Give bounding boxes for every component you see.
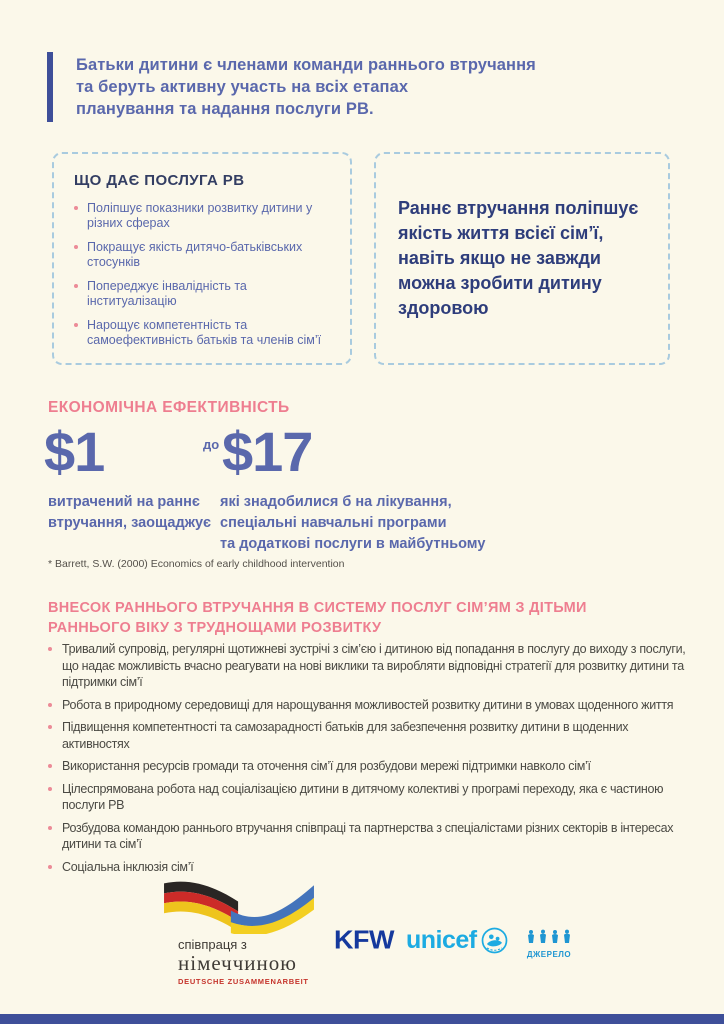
dzherelo-logo: [520, 929, 578, 959]
list-item-text: Поліпшує показники розвитку дитини у різних сферах: [87, 201, 313, 230]
list-item-text: Тривалий супровід, регулярні щотижневі зустрічі з сім’єю і дитиною від попадання в послугу до виходу з послуги, що надає можливість вчасно реагувати на нові виклики та виробляти відповідні стратегії для розвитку дитини та підтримки сім’ї: [62, 642, 686, 689]
bullet-dot: [48, 826, 52, 830]
benefits-box: [52, 152, 352, 365]
list-item: [74, 279, 330, 309]
bullet-dot: [48, 647, 52, 651]
to-label: до: [203, 437, 220, 452]
spent-caption: [48, 492, 211, 534]
bottom-accent-bar: [0, 1014, 724, 1024]
quote-line: Раннє втручання поліпшує: [398, 198, 639, 218]
amount-saved: $17: [222, 420, 313, 483]
list-item: [48, 719, 688, 752]
heading-line: РАННЬОГО ВІКУ З ТРУДНОЩАМИ РОЗВИТКУ: [48, 620, 382, 636]
list-item: [48, 820, 688, 853]
bullet-dot: [74, 206, 78, 210]
list-item: [48, 697, 688, 714]
list-item-text: Розбудова командою раннього втручання співпраці та партнерства з спеціалістами різних секторів в інтересах дитини та сім’ї: [62, 820, 674, 851]
bullet-dot: [74, 284, 78, 288]
heading-line: ВНЕСОК РАННЬОГО ВТРУЧАННЯ В СИСТЕМУ ПОСЛУГ СІМ’ЯМ З ДІТЬМИ: [48, 600, 587, 616]
dzherelo-figures-icon: [524, 929, 574, 944]
list-item-text: Використання ресурсів громади та оточення сім’ї для розбудови мережі підтримки навколо сім’ї: [62, 759, 591, 773]
page-title: [76, 54, 536, 120]
bullet-dot: [48, 787, 52, 791]
unicef-logo: [406, 926, 508, 955]
bullet-dot: [48, 764, 52, 768]
amount-spent: $1: [44, 420, 105, 483]
coop-text-top: співпраця з: [178, 937, 247, 952]
list-item-text: Попереджує інвалідність та інституалізацію: [87, 279, 247, 308]
quote-box: [374, 152, 670, 365]
section-heading-contribution: [48, 598, 648, 638]
list-item-text: Робота в природному середовищі для нарощування можливостей розвитку дитини в умовах щоденного життя: [62, 697, 674, 712]
bullet-dot: [48, 703, 52, 707]
benefits-box-title: ЩО ДАЄ ПОСЛУГА РВ: [74, 172, 245, 189]
unicef-wordmark: unicef: [406, 926, 477, 954]
section-heading-economics: ЕКОНОМІЧНА ЕФЕКТИВНІСТЬ: [48, 399, 290, 416]
list-item-text: Соціальна інклюзія сім’ї: [62, 859, 194, 874]
unicef-emblem-icon: [481, 927, 508, 954]
list-item: [48, 859, 688, 876]
kfw-logo: KFW: [334, 925, 394, 955]
quote-text: [398, 196, 638, 321]
list-item-text: Нарощує компетентність та самоефективність батьків та членів сім’ї: [87, 318, 322, 347]
bullet-dot: [48, 865, 52, 869]
caption-line: які знадобилися б на лікування,: [220, 494, 452, 510]
quote-line: навіть якщо не завжди: [398, 248, 601, 268]
list-item-text: Покращує якість дитячо-батьківських стосунків: [87, 240, 303, 269]
coop-text-subtitle: DEUTSCHE ZUSAMMENARBEIT: [178, 977, 309, 987]
coop-text-name: німеччиною: [178, 951, 297, 975]
caption-line: та додаткові послуги в майбутньому: [220, 536, 486, 552]
reference-footnote: * Barrett, S.W. (2000) Economics of early childhood intervention: [48, 558, 345, 570]
quote-line: здоровою: [398, 298, 489, 318]
german-cooperation-logo: [160, 878, 340, 986]
saved-caption: [220, 492, 485, 555]
quote-line: якість життя всієї сім’ї,: [398, 223, 604, 243]
contribution-list: [48, 641, 688, 881]
dzherelo-wordmark: ДЖЕРЕЛО: [526, 950, 572, 959]
list-item: [48, 758, 688, 775]
page-title-line: та беруть активну участь на всіх етапах: [76, 78, 409, 96]
bullet-dot: [74, 323, 78, 327]
caption-line: витрачений на раннє: [48, 494, 200, 510]
page-title-line: планування та надання послуги РВ.: [76, 100, 374, 118]
caption-line: втручання, заощаджує: [48, 515, 212, 531]
page-title-line: Батьки дитини є членами команди раннього втручання: [76, 56, 536, 74]
list-item-text: Підвищення компетентності та самозарадності батьків для забезпечення розвитку дитини в щоденних активностях: [62, 720, 629, 751]
list-item: [74, 201, 330, 231]
caption-line: спеціальні навчальні програми: [220, 515, 447, 531]
list-item: [74, 240, 330, 270]
list-item: [48, 641, 688, 691]
bullet-dot: [74, 245, 78, 249]
list-item: [48, 781, 688, 814]
accent-bar: [47, 52, 53, 122]
list-item: [74, 318, 330, 348]
german-ukrainian-ribbon-icon: [160, 878, 318, 934]
quote-line: можна зробити дитину: [398, 273, 602, 293]
list-item-text: Цілеспрямована робота над соціалізацією дитини в дитячому колективі у програмі переходу, яка є частиною послуги РВ: [62, 781, 664, 812]
bullet-dot: [48, 725, 52, 729]
